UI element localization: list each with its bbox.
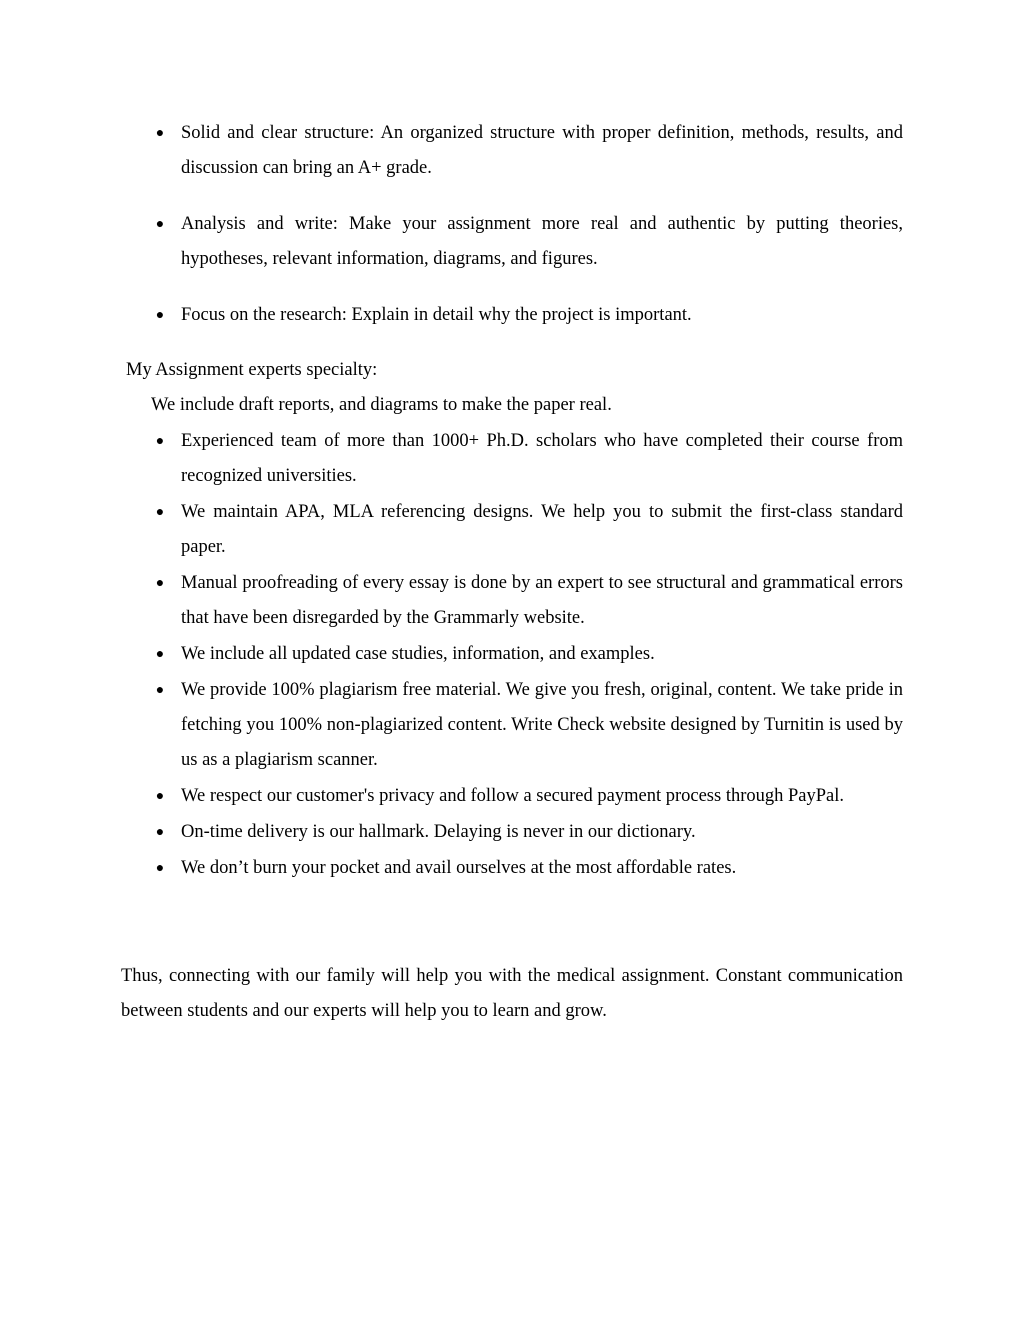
list-item-text: We don’t burn your pocket and avail ourselves at the most affordable rates. bbox=[181, 858, 737, 878]
list-item-text: We include all updated case studies, information, and examples. bbox=[181, 644, 655, 664]
list-item-text: Manual proofreading of every essay is done by an expert to see structural and grammatical errors that have been disregarded by the Grammarly website. bbox=[181, 573, 903, 628]
specialty-heading: My Assignment experts specialty: bbox=[126, 360, 378, 380]
bullet-icon: ● bbox=[155, 434, 165, 449]
list-item-text: On-time delivery is our hallmark. Delaying is never in our dictionary. bbox=[181, 822, 696, 842]
top-bullet-list bbox=[0, 116, 1024, 354]
bullet-icon: ● bbox=[155, 789, 165, 804]
list-item-text: Analysis and write: Make your assignment more real and authentic by putting theories, hypotheses, relevant information, diagrams, and figures. bbox=[181, 214, 903, 269]
bullet-icon: ● bbox=[155, 217, 165, 232]
list-item-text: We maintain APA, MLA referencing designs. We help you to submit the first-class standard paper. bbox=[181, 502, 903, 557]
bullet-icon: ● bbox=[155, 505, 165, 520]
list-item bbox=[0, 851, 1024, 886]
bullet-icon: ● bbox=[155, 825, 165, 840]
list-item bbox=[0, 673, 1024, 778]
list-item-text: Experienced team of more than 1000+ Ph.D. scholars who have completed their course from recognized universities. bbox=[181, 431, 903, 486]
bullet-icon: ● bbox=[155, 647, 165, 662]
list-item bbox=[0, 116, 1024, 186]
bullet-icon: ● bbox=[155, 576, 165, 591]
list-item bbox=[0, 424, 1024, 494]
list-item-text: Focus on the research: Explain in detail why the project is important. bbox=[181, 305, 692, 325]
list-item bbox=[0, 298, 1024, 333]
list-item bbox=[0, 566, 1024, 636]
bullet-icon: ● bbox=[155, 861, 165, 876]
list-item bbox=[0, 779, 1024, 814]
list-item-text: Solid and clear structure: An organized structure with proper definition, methods, results, and discussion can bring an A+ grade. bbox=[181, 123, 903, 178]
bullet-icon: ● bbox=[155, 683, 165, 698]
list-item bbox=[0, 207, 1024, 277]
list-item bbox=[0, 495, 1024, 565]
list-item bbox=[0, 815, 1024, 850]
bullet-icon: ● bbox=[155, 308, 165, 323]
specialty-intro: We include draft reports, and diagrams to make the paper real. bbox=[151, 395, 612, 415]
list-item-text: We provide 100% plagiarism free material. We give you fresh, original, content. We take pride in fetching you 100% non-plagiarized content. Write Check website designed by Turnitin is used by us as a plagiarism scanner. bbox=[181, 680, 903, 770]
specialty-bullet-list bbox=[0, 424, 1024, 887]
conclusion-paragraph: Thus, connecting with our family will help you with the medical assignment. Constant communication between students and our experts will help you to learn and grow. bbox=[121, 966, 903, 1021]
bullet-icon: ● bbox=[155, 126, 165, 141]
list-item bbox=[0, 637, 1024, 672]
list-item-text: We respect our customer's privacy and follow a secured payment process through PayPal. bbox=[181, 786, 845, 806]
